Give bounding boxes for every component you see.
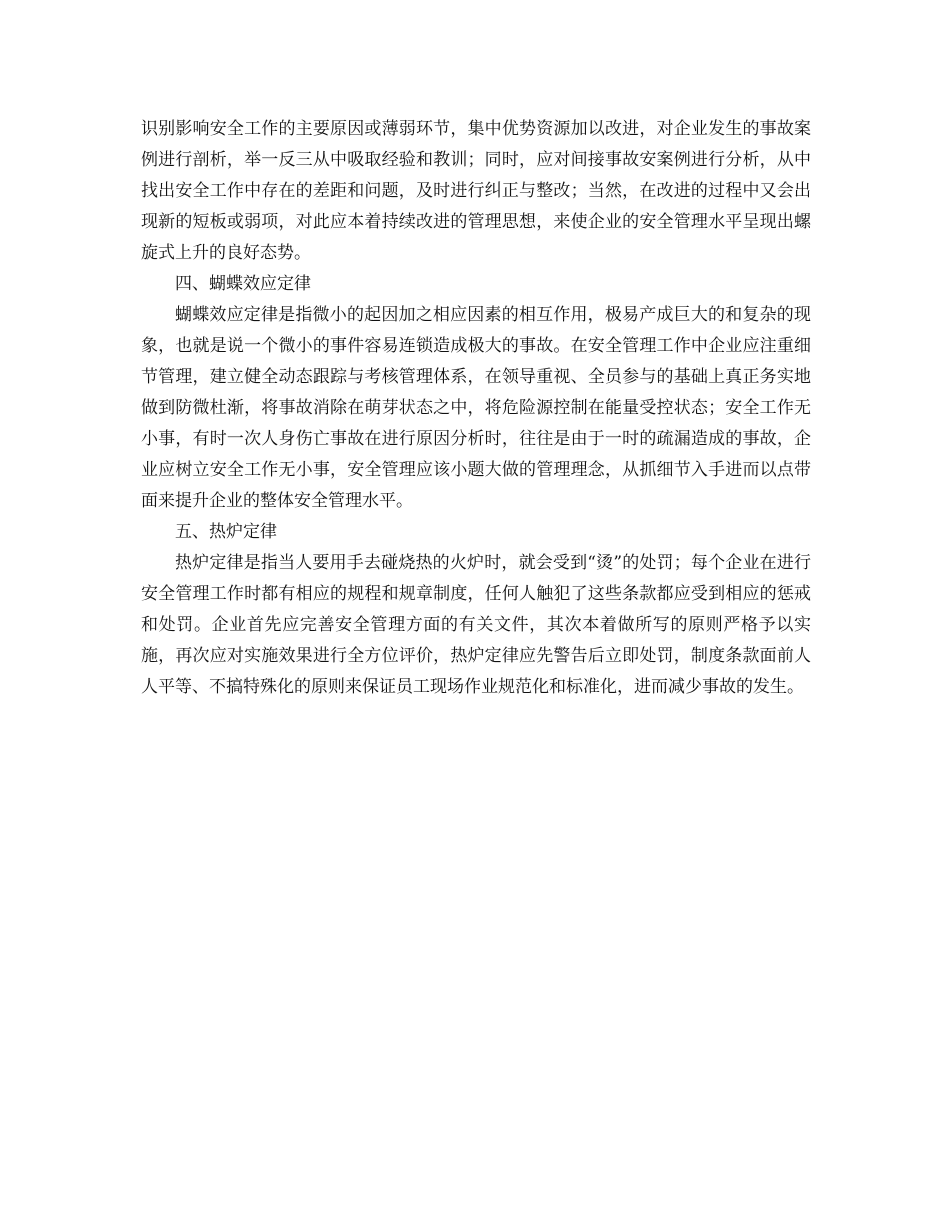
paragraph-hot-stove: 热炉定律是指当人要用手去碰烧热的火炉时，就会受到“烫”的处罚；每个企业在进行安全管理工作时都有相应的规程和规章制度，任何人触犯了这些条款都应受到相应的惩戒和处罚。企业首先应完善安全管理方面的有关文件，其次本着做所写的原则严格予以实施，再次应对实施效果进行全方位评价，热炉定律应先警告后立即处罚，制度条款面前人人平等、不搞特殊化的原则来保证员工现场作业规范化和标准化，进而减少事故的发生。 — [141, 553, 811, 697]
paragraph-butterfly-effect: 蝴蝶效应定律是指微小的起因加之相应因素的相互作用，极易产成巨大的和复杂的现象，也就是说一个微小的事件容易连锁造成极大的事故。在安全管理工作中企业应注重细节管理，建立健全动态跟踪与考核管理体系，在领导重视、全员参与的基础上真正务实地做到防微杜渐，将事故消除在萌芽状态之中，将危险源控制在能量受控状态；安全工作无小事，有时一次人身伤亡事故在进行原因分析时，往往是由于一时的疏漏造成的事故，企业应树立安全工作无小事，安全管理应该小题大做的管理理念，从抓细节入手进而以点带面来提升企业的整体安全管理水平。 — [141, 305, 811, 511]
section-heading-hot-stove: 五、热炉定律 — [175, 522, 277, 542]
paragraph-continuation: 识别影响安全工作的主要原因或薄弱环节，集中优势资源加以改进，对企业发生的事故案例进行剖析，举一反三从中吸取经验和教训；同时，应对间接事故安案例进行分析，从中找出安全工作中存在的差距和问题，及时进行纠正与整改；当然，在改进的过程中又会出现新的短板或弱项，对此应本着持续改进的管理思想，来使企业的安全管理水平呈现出螺旋式上升的良好态势。 — [141, 119, 811, 263]
section-heading-butterfly-effect: 四、蝴蝶效应定律 — [175, 274, 311, 294]
document-body — [141, 114, 811, 703]
